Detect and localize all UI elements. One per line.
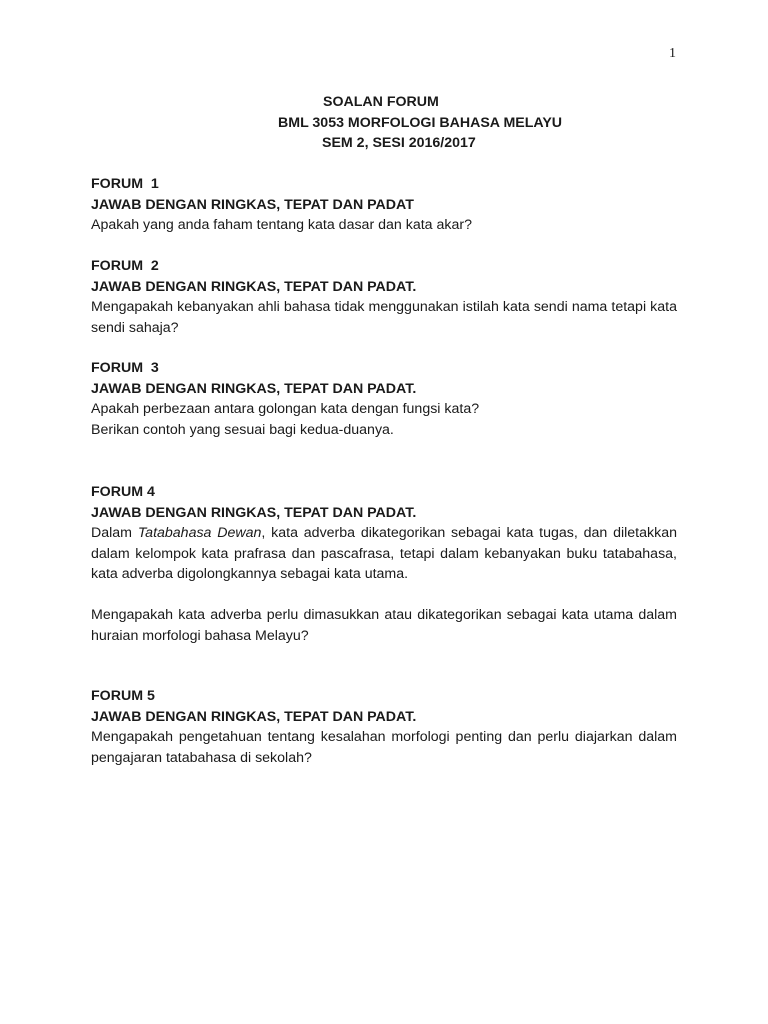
document-header (0, 92, 768, 154)
forum-question: Mengapakah kebanyakan ahli bahasa tidak menggunakan istilah kata sendi nama tetapi kata sendi sahaja? (91, 299, 677, 336)
forum-section-3 (91, 358, 677, 440)
forum-title: FORUM 4 (91, 484, 155, 500)
forum-instruction: JAWAB DENGAN RINGKAS, TEPAT DAN PADAT (91, 196, 414, 213)
forum-title: FORUM 2 (91, 258, 159, 274)
forum-question: Mengapakah pengetahuan tentang kesalahan morfologi penting dan perlu diajarkan dalam pengajaran tatabahasa di sekolah? (91, 729, 677, 766)
forum-title: FORUM 3 (91, 360, 159, 376)
paragraph-start: Dalam (91, 525, 138, 541)
forum-section-1 (91, 174, 677, 236)
forum-instruction: JAWAB DENGAN RINGKAS, TEPAT DAN PADAT. (91, 504, 417, 521)
forum-instruction: JAWAB DENGAN RINGKAS, TEPAT DAN PADAT. (91, 278, 417, 295)
forum-paragraph-1 (91, 523, 677, 585)
forum-question-line-1: Apakah perbezaan antara golongan kata dengan fungsi kata? (91, 401, 480, 417)
forum-title: FORUM 1 (91, 176, 159, 192)
forum-section-4 (91, 482, 677, 646)
forum-section-5 (91, 686, 677, 768)
forum-title: FORUM 5 (91, 688, 155, 704)
forum-instruction: JAWAB DENGAN RINGKAS, TEPAT DAN PADAT. (91, 380, 417, 397)
header-title: SOALAN FORUM (323, 94, 439, 110)
forum-question: Apakah yang anda faham tentang kata dasar dan kata akar? (91, 217, 472, 233)
header-session: SEM 2, SESI 2016/2017 (322, 135, 476, 151)
forum-question-line-2: Berikan contoh yang sesuai bagi kedua-duanya. (91, 421, 394, 438)
page-number: 1 (669, 46, 676, 61)
paragraph-rest: , kata adverba dikategorikan sebagai kata tugas, dan diletakkan dalam kelompok kata prafrasa dan pascafrasa, tetapi dalam kebanyakan buku tatabahasa, kata adverba digolongkannya sebagai kata utama. (91, 525, 677, 582)
book-title-italic: Tatabahasa Dewan (137, 525, 262, 541)
forum-instruction: JAWAB DENGAN RINGKAS, TEPAT DAN PADAT. (91, 708, 417, 725)
header-course: BML 3053 MORFOLOGI BAHASA MELAYU (278, 114, 563, 131)
paragraph-gap (91, 585, 677, 606)
forum-paragraph-2: Mengapakah kata adverba perlu dimasukkan atau dikategorikan sebagai kata utama dalam huraian morfologi bahasa Melayu? (91, 607, 677, 644)
forum-section-2 (91, 256, 677, 338)
